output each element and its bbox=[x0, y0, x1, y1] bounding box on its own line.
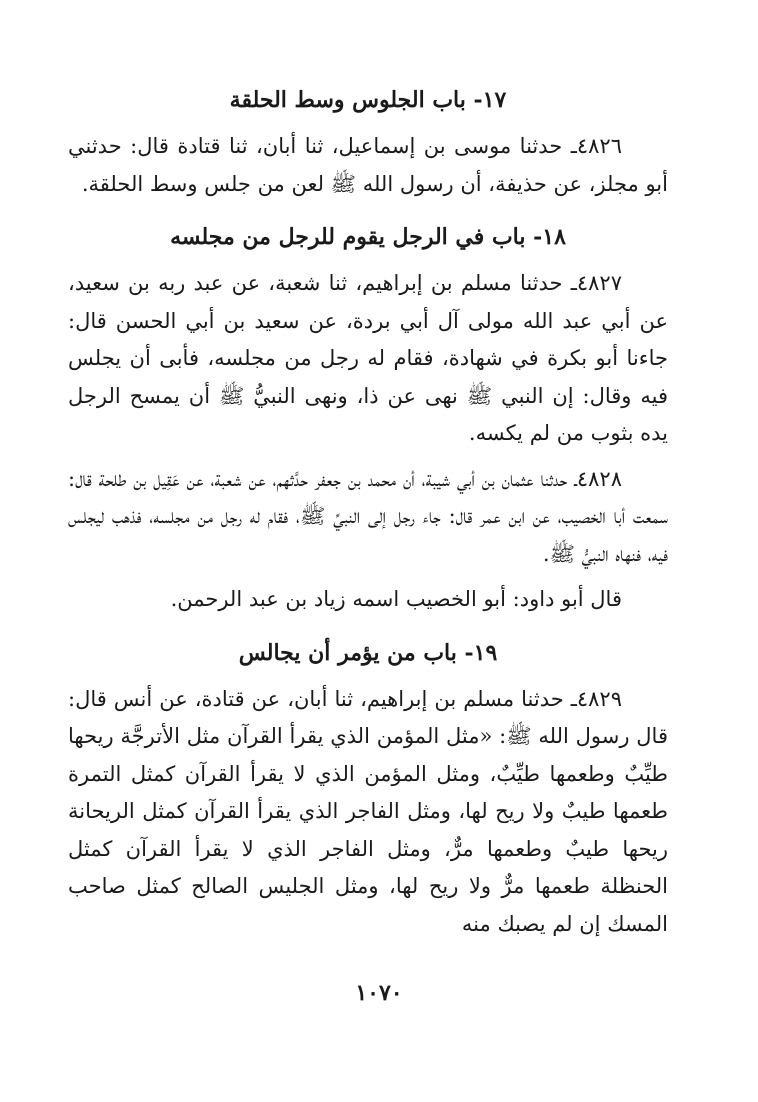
chapter-heading-19: ١٩- باب من يؤمر أن يجالس bbox=[238, 639, 498, 666]
chapter-heading-17: ١٧- باب الجلوس وسط الحلقة bbox=[229, 87, 507, 113]
abu-dawud-note: قال أبو داود: أبو الخصيب اسمه زياد بن عبد الرحمن. bbox=[170, 587, 622, 611]
page-number: ١٠٧٠ bbox=[355, 980, 403, 1006]
hadith-4828: ٤٨٢٨ـ حدثنا عثمان بن أبي شيبة، أن محمد بن جعفر حدَّثهم، عن شعبة، عن عَقِيل بن طلحة قال: سمعت أبا الخصيب، عن ابن عمر قال: جاء رجل إلى النبيِّ ﷺ، فقام له رجل من مجلسه، فذهب ليجلس فيه، فنهاه النبيُّ ﷺ. bbox=[68, 466, 668, 566]
hadith-4827: ٤٨٢٧ـ حدثنا مسلم بن إبراهيم، ثنا شعبة، عن عبد ربه بن سعيد، عن أبي عبد الله مولى آل أبي بردة، عن سعيد بن أبي الحسن قال: جاءنا أبو بكرة في شهادة، فقام له رجل من مجلسه، فأبى أن يجلس فيه وقال: إن النبي ﷺ نهى عن ذا، ونهى النبيُّ ﷺ أن يمسح الرجل يده بثوب من لم يكسه. bbox=[68, 271, 668, 445]
hadith-4826: ٤٨٢٦ـ حدثنا موسى بن إسماعيل، ثنا أبان، ثنا قتادة قال: حدثني أبو مجلز، عن حذيفة، أن رسول الله ﷺ لعن من جلس وسط الحلقة. bbox=[68, 134, 668, 196]
chapter-heading-18: ١٨- باب في الرجل يقوم للرجل من مجلسه bbox=[170, 224, 566, 250]
hadith-4829: ٤٨٢٩ـ حدثنا مسلم بن إبراهيم، ثنا أبان، عن قتادة، عن أنس قال: قال رسول الله ﷺ: «مثل المؤمن الذي يقرأ القرآن مثل الأترجَّة ريحها طيِّبٌ وطعمها طيِّبٌ، ومثل المؤمن الذي لا يقرأ القرآن كمثل التمرة طعمها طيبٌ ولا ريح لها، ومثل الفاجر الذي يقرأ القرآن كمثل الريحانة ريحها طيبٌ وطعمها مرٌّ، ومثل الفاجر الذي لا يقرأ القرآن كمثل الحنظلة طعمها مرٌّ ولا ريح لها، ومثل الجليس الصالح كمثل صاحب المسك إن لم يصبك منه bbox=[68, 686, 668, 936]
